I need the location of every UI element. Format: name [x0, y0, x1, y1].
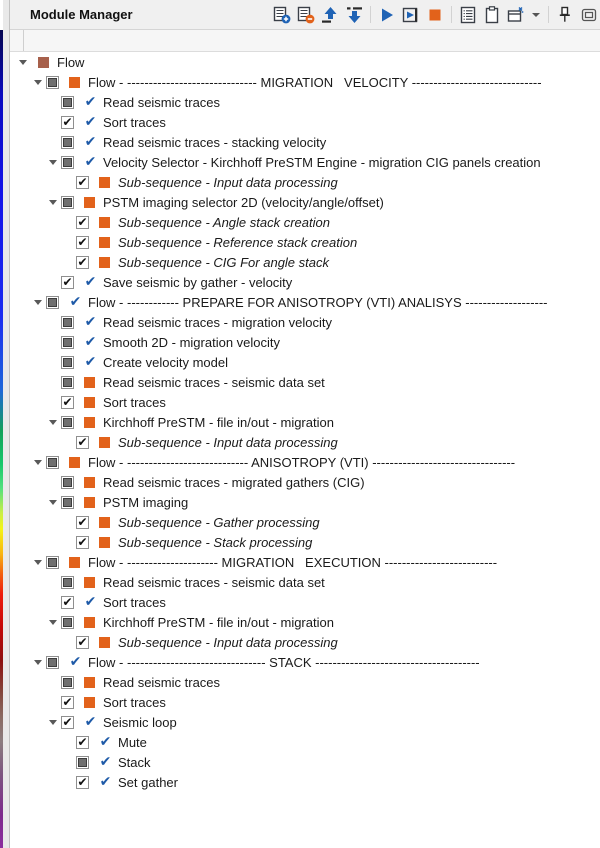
expander-spacer: [63, 172, 76, 192]
row-label[interactable]: Flow - -------------------------------- STACK --------------------------------------: [88, 654, 480, 670]
row-label[interactable]: Smooth 2D - migration velocity: [103, 334, 281, 350]
row-checkbox[interactable]: [76, 216, 89, 229]
toolbar-separator: [451, 6, 452, 23]
chevron-down-icon: [34, 300, 42, 305]
row-checkbox[interactable]: [61, 316, 74, 329]
chevron-down-icon: [34, 560, 42, 565]
row-checkbox[interactable]: [61, 156, 74, 169]
expander-spacer: [63, 432, 76, 452]
tree-row[interactable]: [10, 312, 600, 332]
chevron-down-icon: [34, 660, 42, 665]
row-label[interactable]: Set gather: [118, 774, 178, 790]
orange-module-icon: [69, 557, 80, 568]
orange-module-icon: [99, 237, 110, 248]
expander-spacer: [48, 332, 61, 352]
row-label[interactable]: Read seismic traces - seismic data set: [103, 574, 325, 590]
expander-spacer: [63, 532, 76, 552]
panel-titlebar: [10, 0, 600, 30]
blue-check-icon: ✔: [84, 134, 97, 150]
checkbox-check-mark: ✔: [77, 254, 88, 269]
checkbox-partial-state: [63, 478, 72, 487]
row-checkbox[interactable]: [76, 436, 89, 449]
expander-spacer: [63, 252, 76, 272]
expander-icon[interactable]: [48, 712, 61, 732]
row-label[interactable]: Sort traces: [103, 594, 166, 610]
tree-row[interactable]: [10, 732, 600, 752]
blue-check-icon: ✔: [84, 94, 97, 110]
tree-row[interactable]: [10, 352, 600, 372]
tree-row[interactable]: [10, 192, 600, 212]
blue-check-icon: ✔: [84, 314, 97, 330]
row-checkbox[interactable]: [76, 256, 89, 269]
row-label[interactable]: Flow - ---------------------------- ANISOTROPY (VTI) ---------------------------------: [88, 454, 516, 470]
row-label[interactable]: Kirchhoff PreSTM - file in/out - migration: [103, 414, 334, 430]
orange-module-icon: [84, 397, 95, 408]
row-checkbox[interactable]: [61, 376, 74, 389]
row-checkbox[interactable]: [76, 756, 89, 769]
row-label[interactable]: Read seismic traces: [103, 674, 221, 690]
pin-icon[interactable]: [556, 6, 574, 24]
tree-row[interactable]: [10, 572, 600, 592]
checkbox-partial-state: [63, 158, 72, 167]
chevron-down-icon: [49, 200, 57, 205]
checkbox-check-mark: ✔: [62, 114, 73, 129]
expander-spacer: [63, 512, 76, 532]
expander-spacer: [63, 632, 76, 652]
tree-row[interactable]: [10, 452, 600, 472]
checkbox-partial-state: [48, 298, 57, 307]
checkbox-check-mark: ✔: [77, 534, 88, 549]
tree-row[interactable]: [10, 212, 600, 232]
row-label[interactable]: Flow - --------------------- MIGRATION EXECUTION --------------------------: [88, 554, 498, 570]
expander-spacer: [48, 272, 61, 292]
row-label[interactable]: Stack: [118, 754, 151, 770]
run-flow-icon[interactable]: [402, 6, 420, 24]
row-label[interactable]: Sort traces: [103, 114, 166, 130]
orange-module-icon: [69, 457, 80, 468]
row-checkbox[interactable]: [76, 516, 89, 529]
tree-row[interactable]: [10, 652, 600, 672]
checkbox-check-mark: ✔: [77, 514, 88, 529]
checkbox-partial-state: [48, 658, 57, 667]
orange-module-icon: [84, 697, 95, 708]
row-checkbox[interactable]: [61, 696, 74, 709]
row-label[interactable]: Create velocity model: [103, 354, 228, 370]
row-label[interactable]: Flow: [57, 54, 85, 70]
row-label[interactable]: Sub-sequence - Stack processing: [118, 534, 313, 550]
expander-spacer: [48, 372, 61, 392]
checkbox-partial-state: [63, 618, 72, 627]
chevron-down-icon: [49, 720, 57, 725]
tree-row[interactable]: [10, 112, 600, 132]
blue-check-icon: ✔: [69, 654, 82, 670]
expander-icon[interactable]: [33, 652, 46, 672]
orange-module-icon: [99, 637, 110, 648]
row-label[interactable]: Read seismic traces - migrated gathers (CIG): [103, 474, 365, 490]
row-label[interactable]: Seismic loop: [103, 714, 177, 730]
row-label[interactable]: Read seismic traces - seismic data set: [103, 374, 325, 390]
expander-icon[interactable]: [33, 552, 46, 572]
orange-module-icon: [84, 577, 95, 588]
row-checkbox[interactable]: [76, 776, 89, 789]
chevron-down-icon: [34, 460, 42, 465]
dropdown-caret-icon[interactable]: [532, 13, 540, 17]
expander-icon[interactable]: [33, 452, 46, 472]
row-checkbox[interactable]: [46, 76, 59, 89]
tree-row[interactable]: [10, 52, 600, 72]
toolbar-separator: [370, 6, 371, 23]
expander-spacer: [48, 472, 61, 492]
checkbox-partial-state: [63, 378, 72, 387]
orange-module-icon: [84, 477, 95, 488]
checkbox-partial-state: [63, 678, 72, 687]
blue-check-icon: ✔: [84, 594, 97, 610]
tree-row[interactable]: [10, 332, 600, 352]
orange-module-icon: [84, 497, 95, 508]
checkbox-partial-state: [48, 558, 57, 567]
tree-row[interactable]: [10, 132, 600, 152]
tree-row[interactable]: [10, 612, 600, 632]
expander-icon[interactable]: [48, 152, 61, 172]
row-label[interactable]: Sub-sequence - Angle stack creation: [118, 214, 330, 230]
row-checkbox[interactable]: [61, 676, 74, 689]
chevron-down-icon: [34, 80, 42, 85]
expander-spacer: [63, 212, 76, 232]
expander-icon[interactable]: [48, 492, 61, 512]
expander-spacer: [63, 752, 76, 772]
row-label[interactable]: PSTM imaging selector 2D (velocity/angle/offset): [103, 194, 384, 210]
chevron-down-icon: [49, 420, 57, 425]
checkbox-partial-state: [48, 78, 57, 87]
move-down-icon[interactable]: [345, 6, 363, 24]
row-checkbox[interactable]: [46, 456, 59, 469]
orange-module-icon: [84, 417, 95, 428]
tree-row[interactable]: [10, 492, 600, 512]
row-checkbox[interactable]: [61, 616, 74, 629]
expander-icon[interactable]: [48, 412, 61, 432]
toolbar-separator: [548, 6, 549, 23]
chevron-down-icon: [49, 500, 57, 505]
orange-module-icon: [99, 437, 110, 448]
header-divider: [23, 30, 24, 51]
row-checkbox[interactable]: [61, 136, 74, 149]
checkbox-partial-state: [63, 338, 72, 347]
checkbox-check-mark: ✔: [62, 394, 73, 409]
orange-module-icon: [99, 257, 110, 268]
report-icon[interactable]: [459, 6, 477, 24]
expander-icon[interactable]: [18, 52, 31, 72]
row-label[interactable]: Flow - ------------------------------ MIGRATION VELOCITY ------------------------------: [88, 74, 542, 90]
row-label[interactable]: Sub-sequence - Reference stack creation: [118, 234, 358, 250]
row-checkbox[interactable]: [61, 476, 74, 489]
blue-check-icon: ✔: [84, 114, 97, 130]
new-window-icon[interactable]: [507, 6, 525, 24]
checkbox-partial-state: [63, 578, 72, 587]
move-up-icon[interactable]: [321, 6, 339, 24]
checkbox-partial-state: [63, 418, 72, 427]
row-label[interactable]: Flow - ------------ PREPARE FOR ANISOTROPY (VTI) ANALISYS -------------------: [88, 294, 548, 310]
expander-spacer: [63, 232, 76, 252]
expander-icon[interactable]: [33, 72, 46, 92]
checkbox-partial-state: [78, 758, 87, 767]
checkbox-partial-state: [63, 98, 72, 107]
tree-row[interactable]: [10, 172, 600, 192]
checkbox-check-mark: ✔: [77, 774, 88, 789]
checkbox-partial-state: [63, 138, 72, 147]
row-label[interactable]: Read seismic traces - migration velocity: [103, 314, 333, 330]
chevron-down-icon: [19, 60, 27, 65]
window-partial-icon: [580, 6, 598, 24]
checkbox-partial-state: [63, 318, 72, 327]
tree-row[interactable]: [10, 552, 600, 572]
row-label[interactable]: Mute: [118, 734, 147, 750]
tree-row[interactable]: [10, 632, 600, 652]
row-label[interactable]: Sort traces: [103, 394, 166, 410]
chevron-down-icon: [49, 160, 57, 165]
row-label[interactable]: PSTM imaging: [103, 494, 189, 510]
row-label[interactable]: Sub-sequence - CIG For angle stack: [118, 254, 329, 270]
checkbox-partial-state: [63, 358, 72, 367]
tree-row[interactable]: [10, 672, 600, 692]
row-checkbox[interactable]: [61, 396, 74, 409]
row-checkbox[interactable]: [46, 656, 59, 669]
tree-row[interactable]: [10, 372, 600, 392]
checkbox-check-mark: ✔: [62, 694, 73, 709]
tree-row[interactable]: [10, 292, 600, 312]
expander-spacer: [48, 112, 61, 132]
blue-check-icon: ✔: [69, 294, 82, 310]
orange-module-icon: [84, 677, 95, 688]
chevron-down-icon: [49, 620, 57, 625]
add-module-icon[interactable]: [273, 6, 291, 24]
blue-check-icon: ✔: [99, 754, 112, 770]
expander-spacer: [48, 352, 61, 372]
row-checkbox[interactable]: [46, 556, 59, 569]
tree-row[interactable]: [10, 252, 600, 272]
tree-row[interactable]: [10, 472, 600, 492]
blue-check-icon: ✔: [84, 714, 97, 730]
expander-spacer: [63, 772, 76, 792]
row-checkbox[interactable]: [61, 496, 74, 509]
expander-spacer: [48, 592, 61, 612]
orange-module-icon: [99, 537, 110, 548]
tree-row[interactable]: [10, 92, 600, 112]
expander-icon[interactable]: [48, 192, 61, 212]
module-tree: [10, 52, 600, 792]
blue-check-icon: ✔: [99, 734, 112, 750]
blue-check-icon: ✔: [84, 154, 97, 170]
checkbox-check-mark: ✔: [77, 634, 88, 649]
row-checkbox[interactable]: [61, 596, 74, 609]
row-checkbox[interactable]: [76, 736, 89, 749]
clipboard-icon[interactable]: [483, 6, 501, 24]
orange-module-icon: [84, 197, 95, 208]
checkbox-check-mark: ✔: [62, 714, 73, 729]
row-checkbox[interactable]: [61, 416, 74, 429]
checkbox-check-mark: ✔: [77, 434, 88, 449]
row-checkbox[interactable]: [61, 356, 74, 369]
tree-row[interactable]: [10, 692, 600, 712]
expander-spacer: [48, 92, 61, 112]
orange-module-icon: [99, 177, 110, 188]
row-checkbox[interactable]: [61, 116, 74, 129]
row-label[interactable]: Sub-sequence - Input data processing: [118, 174, 338, 190]
tree-row[interactable]: [10, 712, 600, 732]
checkbox-check-mark: ✔: [77, 174, 88, 189]
toolbar: [273, 6, 598, 24]
tree-row[interactable]: [10, 412, 600, 432]
orange-module-icon: [99, 217, 110, 228]
blue-check-icon: ✔: [84, 354, 97, 370]
row-label[interactable]: Sub-sequence - Input data processing: [118, 434, 338, 450]
row-label[interactable]: Read seismic traces - stacking velocity: [103, 134, 327, 150]
row-checkbox[interactable]: [46, 296, 59, 309]
row-label[interactable]: Sub-sequence - Gather processing: [118, 514, 320, 530]
orange-module-icon: [69, 77, 80, 88]
expander-spacer: [48, 572, 61, 592]
tree-row[interactable]: [10, 512, 600, 532]
expander-spacer: [48, 692, 61, 712]
row-checkbox[interactable]: [61, 196, 74, 209]
tree-row[interactable]: [10, 772, 600, 792]
row-label[interactable]: Sub-sequence - Input data processing: [118, 634, 338, 650]
checkbox-check-mark: ✔: [77, 214, 88, 229]
checkbox-check-mark: ✔: [62, 274, 73, 289]
tree-row[interactable]: [10, 432, 600, 452]
expander-spacer: [48, 392, 61, 412]
expander-spacer: [48, 672, 61, 692]
orange-module-icon: [84, 377, 95, 388]
tree-row[interactable]: [10, 232, 600, 252]
row-checkbox[interactable]: [76, 236, 89, 249]
row-checkbox[interactable]: [76, 176, 89, 189]
blue-check-icon: ✔: [99, 774, 112, 790]
header-band: [10, 30, 600, 52]
panel-title: Module Manager: [30, 7, 133, 22]
row-checkbox[interactable]: [61, 716, 74, 729]
checkbox-partial-state: [63, 198, 72, 207]
expander-spacer: [48, 132, 61, 152]
row-checkbox[interactable]: [61, 276, 74, 289]
expander-icon[interactable]: [48, 612, 61, 632]
tree-row[interactable]: [10, 532, 600, 552]
row-label[interactable]: Kirchhoff PreSTM - file in/out - migration: [103, 614, 334, 630]
window-edge: [3, 0, 10, 848]
stop-icon[interactable]: [426, 6, 444, 24]
row-label[interactable]: Velocity Selector - Kirchhoff PreSTM Engine - migration CIG panels creation: [103, 154, 541, 170]
tree-row[interactable]: [10, 272, 600, 292]
row-checkbox[interactable]: [76, 636, 89, 649]
tree-row[interactable]: [10, 72, 600, 92]
checkbox-partial-state: [48, 458, 57, 467]
flow-root-icon: [38, 57, 49, 68]
tree-row[interactable]: [10, 752, 600, 772]
blue-check-icon: ✔: [84, 274, 97, 290]
row-label[interactable]: Sort traces: [103, 694, 166, 710]
orange-module-icon: [84, 617, 95, 628]
row-label[interactable]: Read seismic traces: [103, 94, 221, 110]
run-icon[interactable]: [378, 6, 396, 24]
expander-icon[interactable]: [33, 292, 46, 312]
row-checkbox[interactable]: [61, 576, 74, 589]
orange-module-icon: [99, 517, 110, 528]
tree-row[interactable]: [10, 392, 600, 412]
checkbox-check-mark: ✔: [62, 594, 73, 609]
module-manager-panel: [10, 0, 600, 848]
expander-spacer: [63, 732, 76, 752]
remove-module-icon[interactable]: [297, 6, 315, 24]
checkbox-partial-state: [63, 498, 72, 507]
tree-row[interactable]: [10, 152, 600, 172]
checkbox-check-mark: ✔: [77, 734, 88, 749]
row-checkbox[interactable]: [61, 336, 74, 349]
checkbox-check-mark: ✔: [77, 234, 88, 249]
expander-spacer: [48, 312, 61, 332]
tree-row[interactable]: [10, 592, 600, 612]
row-checkbox[interactable]: [61, 96, 74, 109]
blue-check-icon: ✔: [84, 334, 97, 350]
row-label[interactable]: Save seismic by gather - velocity: [103, 274, 293, 290]
row-checkbox[interactable]: [76, 536, 89, 549]
